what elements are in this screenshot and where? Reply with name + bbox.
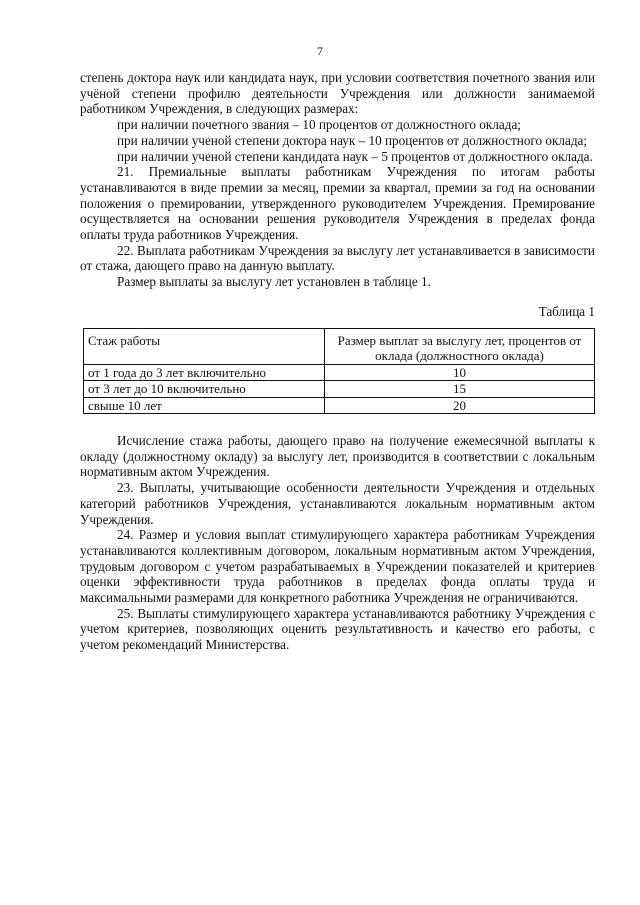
table-header-payment-size: Размер выплат за выслугу лет, процентов от оклада (должностного оклада): [325, 328, 595, 364]
paragraph-candidate-degree: при наличии ученой степени кандидата наук – 5 процентов от должностного оклада.: [117, 148, 593, 164]
table-cell-percent: 15: [325, 381, 595, 398]
table-cell-experience: от 3 лет до 10 включительно: [84, 381, 325, 398]
table-row: [84, 381, 595, 398]
paragraph-doctor-degree: при наличии ученой степени доктора наук – 10 процентов от должностного оклада;: [117, 132, 588, 148]
paragraph-table-reference: Размер выплаты за выслугу лет установлен в таблице 1.: [117, 274, 431, 290]
table-row: [84, 364, 595, 381]
table-header-experience: Стаж работы: [84, 328, 325, 364]
paragraph-honorary-title: при наличии почетного звания – 10 процентов от должностного оклада;: [117, 117, 521, 133]
table-cell-experience: от 1 года до 3 лет включительно: [84, 364, 325, 381]
page-number: 7: [317, 44, 323, 58]
table-cell-percent: 20: [325, 397, 595, 414]
paragraph-24: 24. Размер и условия выплат стимулирующего характера работникам Учреждения устанавливаются коллективным договором, локальным нормативным актом Учреждения, трудовым договором с учетом разрабатываемых в Учреждении показателей и критериев оценки эффективности труда работников в пределах фонда оплаты труда и максимальными размерами для конкретного работника Учреждения не ограничиваются.: [80, 527, 595, 606]
paragraph-25: 25. Выплаты стимулирующего характера устанавливаются работнику Учреждения с учетом критериев, позволяющих оценить результативность и качество его работы, с учетом рекомендаций Министерства.: [80, 605, 595, 653]
table-cell-experience: свыше 10 лет: [84, 397, 325, 414]
paragraph-23: 23. Выплаты, учитывающие особенности деятельности Учреждения и отдельных категорий работников Учреждения, устанавливаются локальным нормативным актом Учреждения.: [80, 480, 595, 527]
table-cell-percent: 10: [325, 364, 595, 381]
table-row: [84, 397, 595, 414]
paragraph-seniority-calculation: Исчисление стажа работы, дающего право на получение ежемесячной выплаты к окладу (должностному окладу) за выслугу лет, производится в соответствии с локальным нормативным актом Учреждения.: [80, 433, 595, 480]
paragraph-22: 22. Выплата работникам Учреждения за выслугу лет устанавливается в зависимости от стажа, дающего право на данную выплату.: [80, 242, 595, 274]
table-header-row: [84, 328, 595, 364]
seniority-table: [83, 328, 595, 415]
table-caption: Таблица 1: [538, 303, 595, 319]
paragraph-continuation: степень доктора наук или кандидата наук, при условии соответствия почетного звания или учёной степени профилю деятельности Учреждения или должности занимаемой работником Учреждения, в следующих размерах:: [80, 70, 595, 117]
document-body: [80, 70, 595, 653]
paragraph-21: 21. Премиальные выплаты работникам Учреждения по итогам работы устанавливаются в виде премии за месяц, премии за квартал, премии за год на основании положения о премировании, утвержденного руководителем Учреждения. Премирование осуществляется на основании решения руководителя Учреждения в пределах фонда оплаты труда работников Учреждения.: [80, 164, 595, 243]
